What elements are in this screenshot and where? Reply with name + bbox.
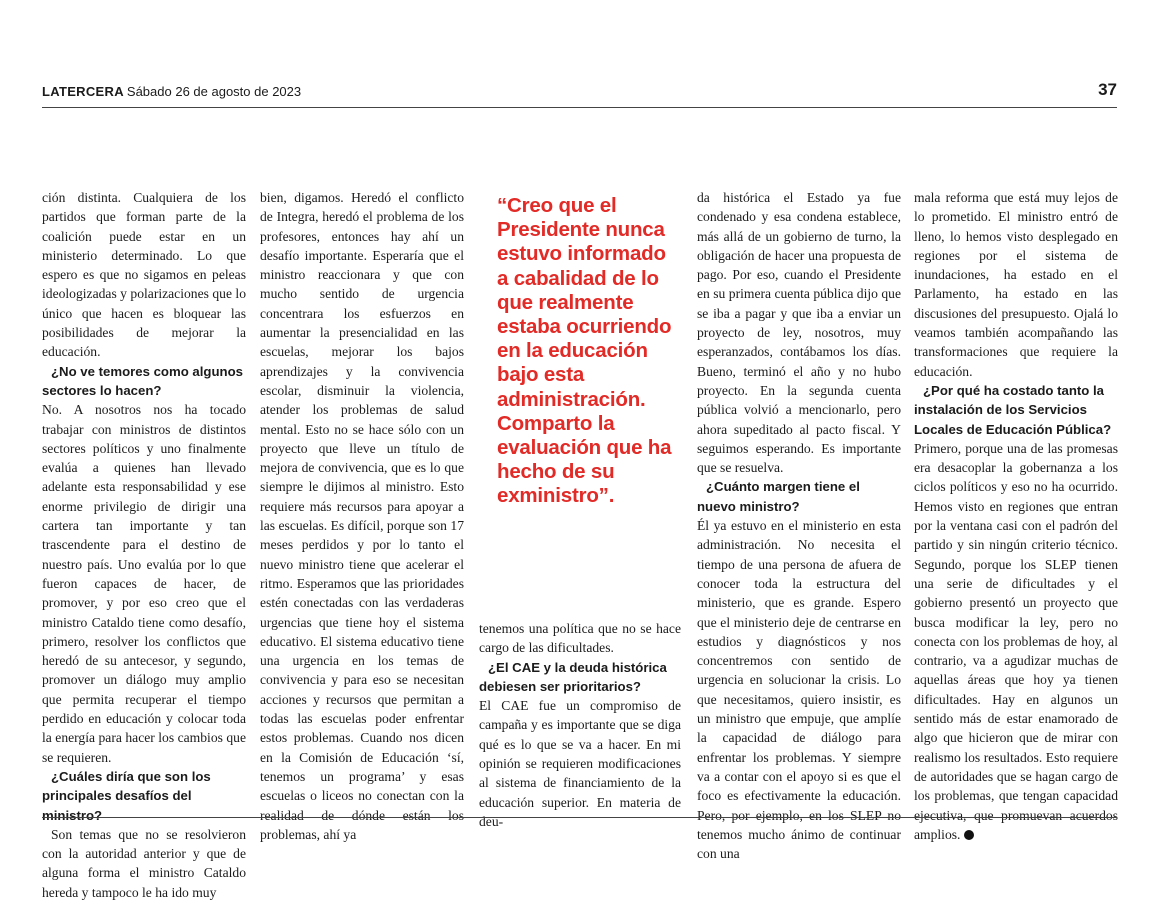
- interview-question: ¿No ve temores como algunos sectores lo hacen?: [42, 363, 243, 398]
- paragraph: ción distinta. Cualquiera de los partidos que forman parte de la coalición puede estar en un ministerio determinado. Lo que espero es que no sigamos en peleas ideologizadas y polarizaciones que lo único que hacen es bloquear las posibilidades de mejorar la educación.: [42, 190, 246, 360]
- interview-question: ¿Cuáles diría que son los principales desafíos del ministro?: [42, 768, 211, 823]
- closing-paragraph-text: Primero, porque una de las promesas era desacoplar la gobernanza a los ciclos políticos y eso no ha ocurrido. Hemos visto en regiones que entran por la ventana casi con el padrón del partido y sin ningún criterio técnico. Segundo, porque los SLEP tienen una serie de dificultades y el gobierno presentó un proyecto que busca modificar la ley, pero no conecta con los problemas de hoy, al contrario, va a agudizar muchas de aquellas áreas que hoy ya tienen dificultades. Hay en algunos un sentido más de estar enamorado de algo que hicieron que de mirar con realismo los resultados. Esto requiere de autoridades que se hagan cargo de los problemas, que tengan capacidad ejecutiva, que promuevan acuerdos amplios.: [914, 440, 1118, 842]
- article-column-1: [42, 188, 246, 902]
- paragraph: tenemos una política que no se hace cargo de las dificultades.: [479, 621, 681, 656]
- page-header: [42, 80, 1117, 106]
- footer-rule: [42, 817, 1117, 818]
- paragraph: El CAE fue un compromiso de campaña y es importante que se diga qué es lo que se va a hacer. En mi opinión se requieren modificaciones al sistema de financiamiento de la educación superior. En materia de deu-: [479, 698, 681, 829]
- paragraph: Él ya estuvo en el ministerio en esta administración. No necesita el tiempo de una persona de afuera de conocer toda la estructura del ministerio, que es grande. Espero que el ministerio deje de centrarse en estudios y diagnósticos y nos concentremos con sentido de urgencia en solucionar la crisis. Lo que necesitamos, quiero insistir, es un ministro que empuje, que amplíe la capacidad de diálogo para enfrentar los problemas. Y siempre va a contar con el apoyo si es que el foco es efectivamente la educación. Pero, por ejemplo, en los SLEP no tenemos mucho ánimo de continuar con una: [697, 518, 901, 862]
- end-mark-icon: [964, 830, 974, 840]
- article-column-3: [479, 619, 681, 831]
- article-column-5: [914, 188, 1118, 844]
- paragraph: bien, digamos. Heredó el conflicto de Integra, heredó el problema de los profesores, entonces hay ahí un desafío importante. Esperaría que el ministro reaccionara y que con mucho sentido de urgencia concentrara los esfuerzos en aumentar la presencialidad en las escuelas, mejorar los bajos aprendizajes y la convivencia escolar, disminuir la violencia, atender los problemas de salud mental. Esto no se hace sólo con un proyecto que lleve un título de mejora de convivencia, que es lo que siempre le dijimos al ministro. Esto requiere más recursos para apoyar a las escuelas. Es difícil, porque son 17 meses perdidos y por lo tanto el nuevo ministro tiene que acelerar el ritmo. Esperamos que las prioridades estén conectadas con las verdaderas urgencias que tiene hoy el sistema educativo. El sistema educativo tiene una urgencia en los temas de convivencia y para eso se necesitan acciones y recursos que permitan a todas las escuelas poder enfrentar estos problemas. Cuando nos dicen en la Comisión de Educación ‘sí, tenemos un programa’ y esas escuelas o liceos no conectan con la realidad de dónde están los problemas, ahí ya: [260, 190, 464, 842]
- article-column-4: [697, 188, 901, 863]
- paragraph: [914, 439, 1118, 844]
- header-rule: [42, 107, 1117, 108]
- issue-date: Sábado 26 de agosto de 2023: [126, 84, 302, 99]
- page-number: 37: [1098, 80, 1117, 99]
- masthead: [42, 84, 301, 99]
- interview-question: ¿El CAE y la deuda histórica debiesen ser prioritarios?: [479, 659, 667, 694]
- brand-name: LATERCERA: [42, 84, 124, 99]
- paragraph: da histórica el Estado ya fue condenado y esa condena establece, más allá de un gobierno de turno, la obligación de hacer una propuesta de pago. Por eso, cuando el Presidente en su primera cuenta pública dijo que se iba a pagar y que iba a enviar un proyecto de ley, nosotros, muy esperanzados, contábamos los días. Bueno, terminó el año y no hubo proyecto. En la segunda cuenta pública volvió a mencionarlo, pero ahora supeditado al pacto fiscal. Y seguimos esperando. Es importante que se resuelva.: [697, 190, 901, 476]
- article-column-2: [260, 188, 464, 844]
- interview-question: ¿Por qué ha costado tanto la instalación de los Servicios Locales de Educación Pública?: [914, 382, 1112, 437]
- pull-quote: “Creo que el Presidente nunca estuvo informado a cabalidad de lo que realmente estaba ocurriendo en la educación bajo esta administración. Comparto la evaluación que ha hecho de su exministro”.: [497, 194, 672, 508]
- interview-question: ¿Cuánto margen tiene el nuevo ministro?: [697, 479, 860, 514]
- paragraph: mala reforma que está muy lejos de lo prometido. El ministro entró de lleno, lo hemos visto desplegado en regiones por el sistema de inundaciones, ha estado en el Parlamento, ha estado en las discusiones del presupuesto. Ojalá lo veamos también acompañando las transformaciones que requiere la educación.: [914, 190, 1118, 379]
- paragraph: No. A nosotros nos ha tocado trabajar con ministros de distintos sectores políticos y uno finalmente evalúa a quienes han llevado adelante esta responsabilidad y ese enorme privilegio de dirigir una cartera tan importante y tan trascendente para el destino de nuestro país. Uno evalúa por lo que fueron capaces de hacer, de promover, y por eso creo que el ministro Cataldo tiene como desafío, primero, resolver los conflictos que heredó de su antecesor, y segundo, promover un diálogo muy amplio que permita recuperar el tiempo perdido en educación y colocar toda la energía para hacer los cambios que se requieren.: [42, 402, 246, 765]
- paragraph: Son temas que no se resolvieron con la autoridad anterior y que de alguna forma el ministro Cataldo hereda y tampoco le ha ido muy: [42, 826, 246, 900]
